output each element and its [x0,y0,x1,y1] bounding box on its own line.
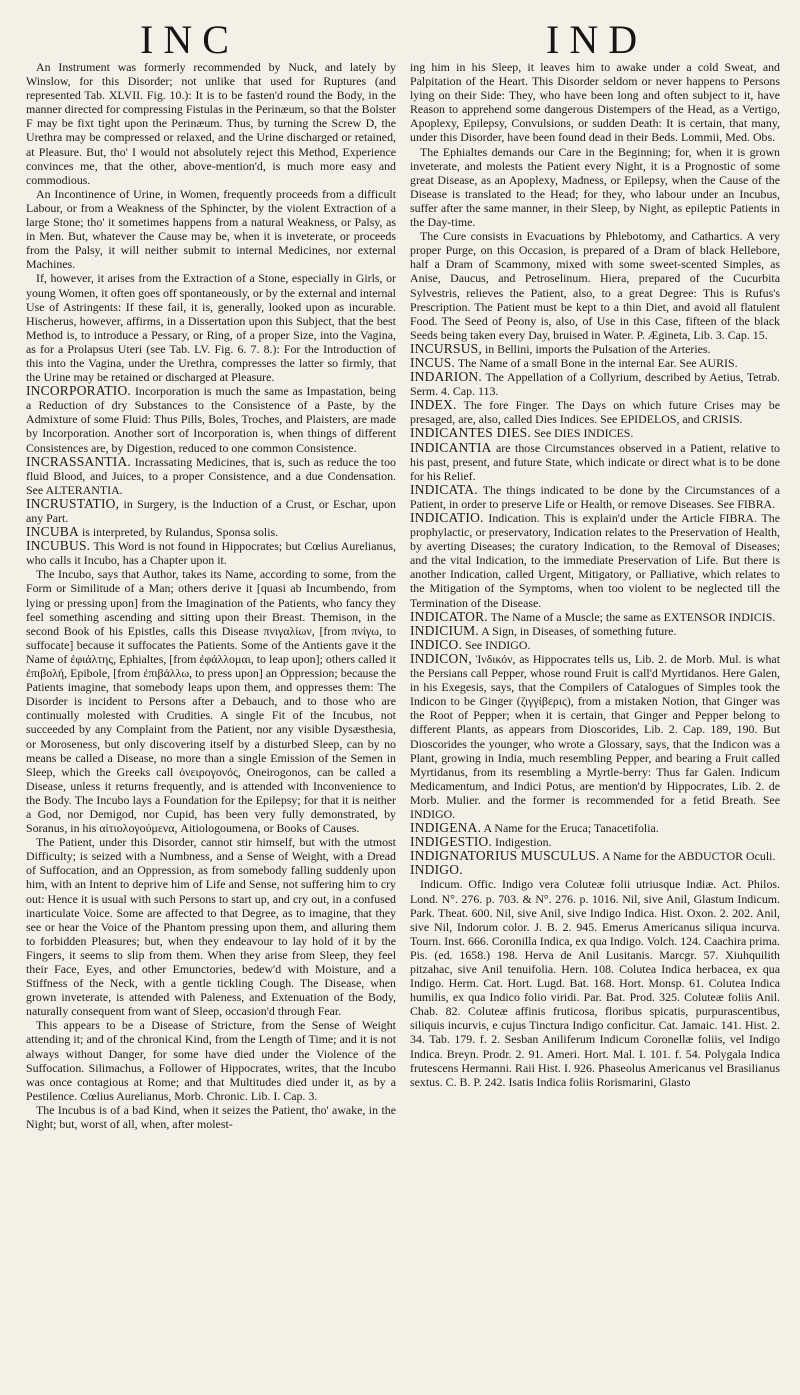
entry-text: Ἰνδικόν, as Hippocrates tells us, Lib. 2. de Morb. Mul. is what the Persians call Pepper, whose round Fruit is call'd Myrtidanos. Here Galen, in his Exegesis, says, that the Compilers of Catalogues of Simples took the Indicon to be Ginger (ζιγγίβερις), from a mistaken Notion, that Ginger was the Root of Pepper; when it is certain, that Ginger and Pepper belong to different Plants, as appears from Dioscorides, Lib. 2. Cap. 189, 190. But Dioscorides the younger, who wrote a Glossary, says, that the Indicon was a Plant, growing in India, much resembling Pepper, and bearing a Fruit called Myrtidanus, from its resembling a Myrtle-berry: Thus far Galen. Indicum Medicamentum, and Indici Potus, are mention'd by Hippocrates, Lib. 2. de Morb. Mulier. and the former is recommended for a fetid Breath. See INDIGO. [410,651,780,821]
dictionary-entry [26,497,396,525]
entry-headword: INDEX. [410,397,457,413]
entry-headword: INDIGO. [410,862,463,878]
dictionary-entry [410,835,780,849]
entry-headword: INCORPORATIO. [26,383,131,399]
dictionary-entry [26,539,396,567]
dictionary-entry [410,370,780,398]
body-paragraph: If, however, it arises from the Extraction of a Stone, especially in Girls, or young Women, it often goes off spontaneously, or by the external and internal Use of Astringents: If these fail, it is, generally, looked upon as incurable. Hischerus, however, affirms, in a Dissertation upon this Subject, that the best Method is, to introduce a Pessary, or Ring, of a proper Size, into the Vagina, as for a Prolapsus Uteri (see Tab. LV. Fig. 6. 7. 8.): For the Introduction of this into the Vagina, under the Urethra, compresses the latter so firmly, that the Urine may be retained or discharged at Pleasure. [26,271,396,385]
entry-text: Indigestion. [495,835,552,850]
entry-headword: INCUBUS. [26,538,91,554]
entry-text: This Word is not found in Hippocrates; but Cœlius Aurelianus, who calls it Incubo, has a Chapter upon it. [26,539,396,568]
entry-headword: INDICANTES DIES. [410,425,531,441]
body-paragraph: The Patient, under this Disorder, cannot stir himself, but with the utmost Difficulty; is seized with a Numbness, and a Sense of Weight, with a Dread of Suffocation, and an Oppression, as from somebody falling suddenly upon him, with an Intent to deprive him of Life and Sense, not suffering him to cry out: Hence it is usual with such Persons to start up, and cry out, in a confused inarticulate Voice. Some are affected to that Degree, as to imagine, that they see or hear the Voice of the Phantom pressing upon them, and alluring them to forbidden Pleasures; but, when they endeavour to lay hold of it by the Fingers, it seems to slip from them. When they arise from Sleep, they feel their Face, Eyes, and other Emunctories, bedew'd with Moisture, and a Stiffness of the Neck, with a gentle tickling Cough. The Disease, when grown inveterate, is attended with Paleness, and Extenuation of the Body, naturally consequent from want of Sleep, occasion'd through Fear. [26,835,396,1019]
entry-headword: INDICATA. [410,481,478,497]
dictionary-entry [26,525,396,539]
entry-headword: INDICANTIA [410,439,492,455]
dictionary-entry [410,398,780,426]
text-columns [26,60,780,1390]
entry-text: The Appellation of a Collyrium, described by Aetius, Tetrab. Serm. 4. Cap. 113. [410,370,780,399]
entry-text: A Name for the Eruca; Tanacetifolia. [483,821,659,836]
entry-text: The things indicated to be done by the Circumstances of a Patient, in order to preserve Life or Health, or remove Diseases. See FIBRA. [410,482,780,511]
dictionary-entry [410,356,780,370]
entry-headword: INDICATOR. [410,608,488,624]
entry-text: The Name of a Muscle; the same as EXTENSOR INDICIS. [490,609,776,624]
entry-text: is interpreted, by Rulandus, Sponsa solis. [81,525,279,540]
running-head-right: IND [546,17,648,62]
entry-text: See DIES INDICES. [533,426,634,441]
dictionary-entry [410,426,780,440]
running-head-left: INC [140,17,239,62]
entry-headword: INDICIUM. [410,622,479,638]
dictionary-entry [410,342,780,356]
entry-text: Incorporation is much the same as Impastation, being a Reduction of dry Substances to the Consistence of a Paste, by the Admixture of some Fluid: Thus Pills, Boles, Troches, and Plaisters, are made by Incorporation. Another sort of Incorporation is, when things of different Consistences are, by Digestion, reduced to one common Consistence. [26,384,396,455]
body-paragraph: An Instrument was formerly recommended by Nuck, and lately by Winslow, for this Disorder; not unlike that used for Ruptures (and represented Tab. XLVII. Fig. 10.): It is to be fasten'd round the Body, in the manner directed for compressing Fistulas in the Perinæum, so that the Bolster F may be fixt tight upon the Perinæum. Thus, by turning the Screw D, the Urethra may be compressed or relaxed, and the Urine discharged or retained, at Pleasure. But, tho' I would not absolutely reject this Method, Experience convinces me, that the other, above-mention'd, is much more easy and commodious. [26,60,396,187]
entry-text: are those Circumstances observed in a Patient, relative to his past, present, and future State, which indicate or direct what is to be done for his Relief. [410,440,780,483]
body-paragraph: The Ephialtes demands our Care in the Beginning; for, when it is grown inveterate, and molests the Patient every Night, it is a Prognostic of some great Disease, as an Apoplexy, Madness, or Epilepsy, when the Cause of the Disease is translated to the Head; for they, who labour under an Incubus, suffer after the same manner, in their Sleep, by Night, as epileptic Patients in the Day-time. [410,144,780,230]
dictionary-entry [410,610,780,624]
right-column [410,60,780,1390]
entry-text: in Bellini, imports the Pulsation of the Arteries. [484,341,711,356]
dictionary-entry [410,441,780,483]
dictionary-entry [26,455,396,497]
entry-text: A Sign, in Diseases, of something future. [481,623,677,638]
dictionary-entry [410,624,780,638]
entry-headword: INDIGENA. [410,820,482,836]
dictionary-entry [410,863,780,877]
entry-headword: INDICON, [410,650,472,666]
entry-text: See INDIGO. [465,637,531,652]
entry-headword: INDICO. [410,636,463,652]
left-column [26,60,396,1390]
body-paragraph: ing him in his Sleep, it leaves him to awake under a cold Sweat, and Palpitation of the Heart. This Disorder seldom or never happens to Persons lying on their Side: They, who have been long and often subject to it, have Reason to apprehend some dangerous Distempers of the Head, as a Vertigo, Apoplexy, Epilepsy, Convulsions, or sudden Death: It is certain, that many, under this Disorder, have been found dead in their Beds. Lommii, Med. Obs. [410,60,780,145]
dictionary-entry [410,821,780,835]
body-paragraph: The Cure consists in Evacuations by Phlebotomy, and Cathartics. A very proper Purge, on this Occasion, is prepared of a Dram of black Hellebore, half a Dram of Scammony, mixed with some sweet-scented Simples, as Anise, Daucus, and Petroselinum. Hiera, prepared of the Cucurbita Sylvestris, relieves the Patient, also, to a great Degree: This is Rufus's Prescription. The Patient must be kept to a thin Diet, and avoid all flatulent Food. The Seed of Peony is, also, of Use in this Case, fifteen of the black Seeds being taken every Day, bruised in Water. P. Ægineta, Lib. 3. Cap. 15. [410,229,780,342]
entry-headword: INCUBA [26,524,79,540]
entry-headword: INCUS. [410,354,456,370]
entry-headword: INCRASSANTIA. [26,453,131,469]
dictionary-entry [410,511,780,610]
body-paragraph: The Incubo, says that Author, takes its Name, according to some, from the Form or Similitude of a Man; others derive it [quasi ab Incumbendo, from lying or pressing upon] from the Imagination of the Patients, who fancy they feel something ascending and sitting upon their Breast. Themison, in the second Book of his Epistles, calls this Disease πνιγαλίων, [from πνίγω, to suffocate] because it suffocates the Patients. Some of the Antients gave it the Name of ἐφιάλτης, Ephialtes, [from ἐφάλλομαι, to leap upon]; others called it ἐπιβολή, Epibole, [from ἐπιβάλλω, to press upon] an Oppression; because the Patients imagine, that somebody leaps upon them, and oppresses them: The Disorder is incident to Persons after a Debauch, and to those who are continually molested with Crudities. A single Fit of the Incubus, not succeeded by any Complaint from the Patient, nor any visible Dysæsthesia, or Moroseness, but only discovering itself by a disturbed Sleep, can by no means be called a Disease, no more than a single Emission of the Semen in Sleep, which the Greeks call ὀνειρογονός, Oneirogonos, can be called a Disease, unless it returns frequently, and is attended with Inconvenience to the Body. The Incubo lays a Foundation for the Epilepsy; for that it is neither a God, nor Demigod, nor Cupid, has been very fully demonstrated, by Soranus, in his αἰτιολογούμενα, Aitiologoumena, or Books of Causes. [26,567,396,836]
entry-headword: INCRUSTATIO, [26,495,120,511]
body-paragraph: This appears to be a Disease of Stricture, from the Sense of Weight attending it; and of the chronical Kind, from the Length of Time; and it is not always without Danger, for some have died under the Violence of the Suffocation. Silimachus, a Follower of Hippocrates, writes, that the Incubo was once contagious at Rome; and that Multitudes died under it, as by a Pestilence. Cœlius Aurelianus, Morb. Chronic. Lib. I. Cap. 3. [26,1018,396,1103]
entry-text: A Name for the ABDUCTOR Oculi. [601,849,776,864]
entry-text: Incrassating Medicines, that is, such as reduce the too fluid Blood, and Juices, to a proper Consistence, and a due Condensation. See ALTERANTIA. [26,454,396,497]
entry-text: The Name of a small Bone in the internal Ear. See AURIS. [457,355,738,370]
entry-headword: INDIGNATORIUS MUSCULUS. [410,848,600,864]
entry-headword: INDICATIO. [410,510,484,525]
page-header [26,14,780,60]
entry-text: in Surgery, is the Induction of a Crust, or Eschar, upon any Part. [26,496,396,525]
body-paragraph: The Incubus is of a bad Kind, when it seizes the Patient, tho' awake, in the Night; but, worst of all, when, after molest- [26,1102,396,1132]
body-paragraph: An Incontinence of Urine, in Women, frequently proceeds from a difficult Labour, or from a Weakness of the Sphincter, by the violent Extraction of a large Stone; tho' it sometimes happens from a natural Weakness, or Palsy, as in Men. But, whatever the Cause may be, when it is inveterate, or proceeds from the Palsy, it will neither submit to internal Medicines, nor external Machines. [26,186,396,272]
dictionary-entry [410,652,780,821]
dictionary-entry [410,483,780,511]
entry-text: Indication. This is explain'd under the Article FIBRA. The prophylactic, or preservatory, Indication relates to the Preservation of Health, by averting Diseases; the curatory Indication, to the Removal of Diseases; and the vital Indication, to the immediate Preservation of Life. But there is another Indication, called Urgent, Mitigatory, or Palliative, which relates to the Mitigation of the Symptoms, when too violent to be neglected till the Termination of the Disease. [410,511,780,610]
body-paragraph: Indicum. Offic. Indigo vera Coluteæ folii utriusque Indiæ. Act. Philos. Lond. N°. 276. p. 703. & N°. 276. p. 1016. Nil, sive Anil, Glastum Indicum. Park. Theat. 600. Nil, sive Anil, sive Indigo Indica. Hist. Oxon. 2. 202. Anil, sive Nil, Indorum color. J. B. 2. 945. Emerus Americanus siliqua incurva. Tourn. Inst. 666. Coronilla Indica, ex qua Indigo. Volch. 124. Caachira prima. Pis. (ed. 1658.) 198. Herva de Anil Lusitanis. Marcgr. 57. Xiuhquilith pitzahac, sive Anil tenuifolia. Hern. 108. Colutea Indica herbacea, ex qua Indigo. Herm. Cat. Hort. Lugd. Bat. 168. Hort. Monsp. 61. Colutea Indica humilis, ex qua Indico folio viridi. Par. Bat. Prod. 325. Coluteæ foliis Anil. Chab. 82. Coluteæ affinis fruticosa, floribus spicatis, purpurascentibus, siliquis incurvis, e cujus Tinctura Indigo conficitur. Cat. Jamaic. 141. Hist. 2. 34. Tab. 179. f. 2. Sesban Aniliferum Indicum Coronellæ foliis, vel Indigo Indica. Breyn. Prodr. 2. 91. Ameri. Hort. Mal. I. 101. f. 54. Polygala Indica frutescens Hermanni. Raii Hist. I. 926. Phaseolus Americanus vel Brasilianus sextus. C. B. P. 242. Isatis Indica foliis Rorismarini, Glasto [410,877,780,1089]
entry-headword: INCURSUS, [410,340,482,356]
dictionary-entry [410,849,780,863]
dictionary-entry [26,384,396,454]
dictionary-entry [410,638,780,652]
entry-headword: INDARION. [410,369,482,385]
entry-headword: INDIGESTIO. [410,834,493,850]
entry-text: The fore Finger. The Days on which future Crises may be presaged, are, also, called Dies Indices. See EPIDELOS, and CRISIS. [410,398,780,427]
